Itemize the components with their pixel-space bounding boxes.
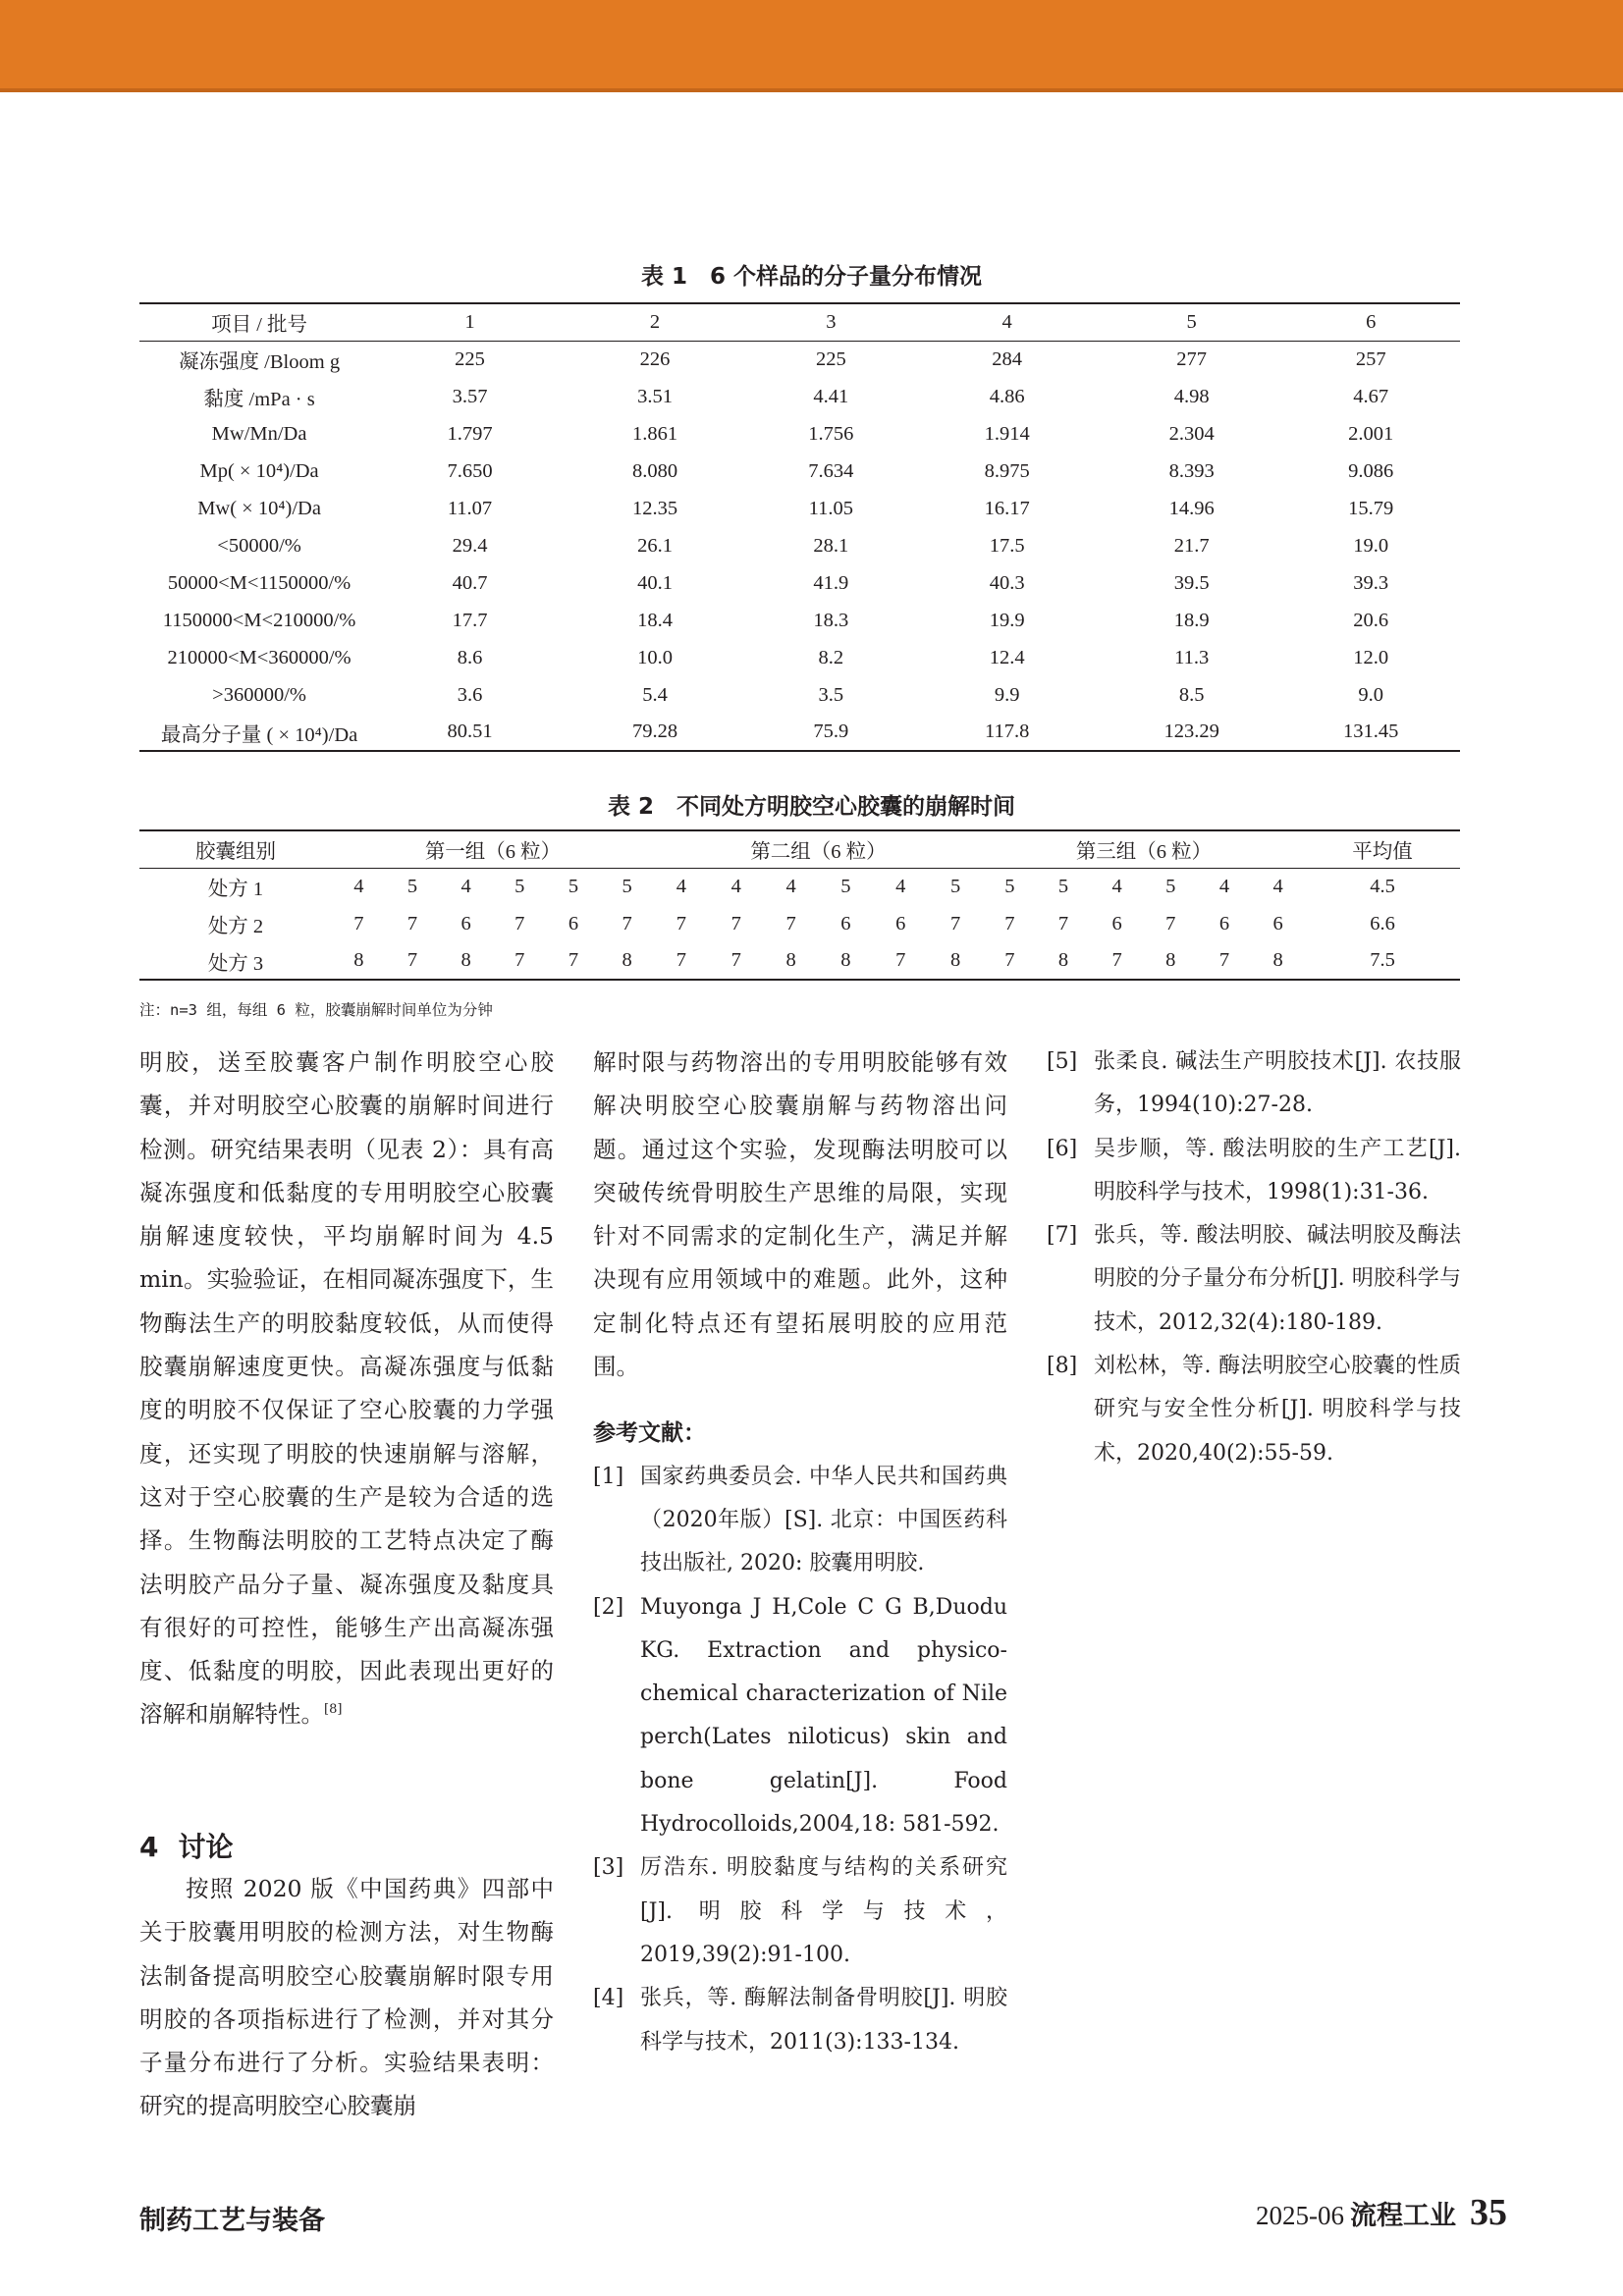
footer-section: 制药工艺与装备	[139, 2206, 325, 2236]
section-number: 4	[139, 1831, 159, 1863]
table1-header-row	[139, 303, 1460, 341]
table2-header-cell: 胶囊组别	[139, 830, 332, 868]
table-cell: 8	[928, 942, 983, 980]
section-body	[139, 1867, 554, 2128]
table-cell: Mw( × 10⁴)/Da	[197, 497, 321, 519]
table-cell: 12.4	[989, 646, 1025, 668]
reference-text: 张兵，等. 酸法明胶、碱法明胶及酶法明胶的分子量分布分析[J]. 明胶科学与技术，2012,32(4):180-189.	[1094, 1223, 1461, 1335]
table-cell: 2.001	[1348, 422, 1394, 445]
table-cell: 28.1	[813, 534, 849, 557]
header-bar	[0, 0, 1623, 92]
table-cell: 3.5	[818, 683, 844, 706]
table-cell: 4	[1272, 875, 1283, 897]
reference-text: 刘松林，等. 酶法明胶空心胶囊的性质研究与安全性分析[J]. 明胶科学与技术，2020,40(2):55-59.	[1094, 1354, 1461, 1466]
footer-magazine: 流程工业	[1350, 2201, 1456, 2230]
table-cell: 17.5	[989, 534, 1025, 557]
table-row	[139, 490, 1460, 527]
table-cell: 4	[1218, 875, 1230, 897]
table-cell: 5	[622, 875, 632, 897]
table-cell: 黏度 /mPa · s	[203, 389, 315, 410]
table-cell: 4.98	[1173, 385, 1210, 407]
table-cell: 7	[493, 942, 547, 980]
table-cell: 6	[568, 912, 579, 934]
table-cell: 75.9	[749, 714, 912, 751]
table-row	[139, 564, 1460, 602]
section-paragraph: 按照 2020 版《中国药典》四部中关于胶囊用明胶的检测方法，对生物酶法制备提高明胶空心胶囊崩解时限专用明胶的各项指标进行了检测，并对其分子量分布进行了分析。实验结果表明：研究的提高明胶空心胶囊崩	[139, 1875, 554, 2120]
table-cell: 最高分子量 ( × 10⁴)/Da	[139, 714, 379, 751]
table-cell: 19.9	[989, 609, 1025, 631]
table-cell: 123.29	[1102, 714, 1282, 751]
table-cell: 4	[730, 875, 741, 897]
table1-header-cell: 1	[379, 303, 561, 341]
table-cell: 7	[654, 942, 709, 980]
table-cell: 9.0	[1358, 683, 1384, 706]
reference-item	[593, 1456, 1007, 1586]
table-cell: 41.9	[813, 571, 849, 594]
table-cell: 7	[386, 942, 440, 980]
table-cell: 8	[439, 942, 493, 980]
table-row	[139, 453, 1460, 490]
reference-text: 厉浩东. 明胶黏度与结构的关系研究[J]. 明胶科学与技术，2019,39(2):91-100.	[640, 1855, 1007, 1967]
table-cell: 4.41	[813, 385, 849, 407]
table-cell: 19.0	[1353, 534, 1389, 557]
average-cell: 4.5	[1370, 875, 1395, 897]
table-cell: 6	[1111, 912, 1122, 934]
table-cell: 7	[1165, 912, 1176, 934]
table-cell: 26.1	[637, 534, 673, 557]
table-cell: 8.080	[631, 459, 678, 482]
table-cell: Mw/Mn/Da	[211, 422, 307, 445]
reference-text: 国家药典委员会. 中华人民共和国药典（2020年版）[S]. 北京：中国医药科技出版社, 2020: 胶囊用明胶.	[640, 1464, 1007, 1576]
body-paragraph: 明胶，送至胶囊客户制作明胶空心胶囊，并对明胶空心胶囊的崩解时间进行检测。研究结果表明（见表 2）：具有高凝冻强度和低黏度的专用明胶空心胶囊崩解速度较快，平均崩解时间为 4.5 min。实验验证，在相同凝冻强度下，生物酶法生产的明胶黏度较低，从而使得胶囊崩解速度更快。高凝冻强度与低黏度的明胶不仅保证了空心胶囊的力学强度，还实现了明胶的快速崩解与溶解，这对于空心胶囊的生产是较为合适的选择。生物酶法明胶的工艺特点决定了酶法明胶产品分子量、凝冻强度及黏度具有很好的可控性，能够生产出高凝冻强度、低黏度的明胶，因此表现出更好的溶解和崩解特性。	[139, 1048, 554, 1729]
references-list	[593, 1456, 1007, 2064]
table1-header-cell: 3	[749, 303, 912, 341]
table-cell: 39.5	[1173, 571, 1210, 594]
table-cell: 226	[639, 347, 671, 370]
table-cell: 7	[514, 912, 525, 934]
table2-header-cell: 第三组（6 粒）	[983, 830, 1305, 868]
table-cell: 40.1	[637, 571, 673, 594]
table-cell: 5	[1165, 875, 1176, 897]
table-cell: 8.5	[1178, 683, 1205, 706]
table-row	[139, 868, 1460, 905]
reference-text: 吴步顺，等. 酸法明胶的生产工艺[J]. 明胶科学与技术，1998(1):31-36.	[1094, 1136, 1461, 1204]
table-cell: 277	[1176, 347, 1208, 370]
table-row	[139, 639, 1460, 676]
table-cell: 15.79	[1348, 497, 1394, 519]
table-cell: 257	[1355, 347, 1386, 370]
table-cell: 210000<M<360000/%	[167, 646, 352, 668]
table-cell: 7	[949, 912, 961, 934]
table-cell: 7	[406, 912, 418, 934]
table-cell: 6	[460, 912, 471, 934]
citation: [8]	[324, 1702, 343, 1718]
body-paragraph: 解时限与药物溶出的专用明胶能够有效解决明胶空心胶囊崩解与药物溶出问题。通过这个实验，发现酶法明胶可以突破传统骨明胶生产思维的局限，实现针对不同需求的定制化生产，满足并解决现有应用领域中的难题。此外，这种定制化特点还有望拓展明胶的应用范围。	[593, 1048, 1007, 1381]
average-cell: 6.6	[1370, 912, 1395, 934]
reference-number: [4]	[593, 1986, 624, 2011]
reference-number: [7]	[1047, 1223, 1078, 1249]
footer-issue: 2025-06	[1256, 2201, 1344, 2230]
row-label: 处方 2	[207, 916, 264, 937]
table-cell: 29.4	[452, 534, 488, 557]
table-cell: 4	[785, 875, 796, 897]
table-cell: 11.3	[1174, 646, 1210, 668]
table-cell: 6	[1218, 912, 1230, 934]
row-label: 处方 3	[139, 942, 332, 980]
table-cell: 4.67	[1353, 385, 1389, 407]
table-cell: 16.17	[984, 497, 1030, 519]
table-cell: 18.9	[1173, 609, 1210, 631]
table-cell: >360000/%	[212, 683, 306, 706]
table-cell: 5	[840, 875, 851, 897]
table-cell: 7	[622, 912, 632, 934]
table-cell: 6	[895, 912, 906, 934]
table-cell: 8.975	[984, 459, 1030, 482]
table-cell: 9.9	[994, 683, 1020, 706]
table-cell: 8.393	[1168, 459, 1215, 482]
table-cell: 7	[1004, 912, 1015, 934]
table-cell: 50000<M<1150000/%	[167, 571, 352, 594]
table-cell: 7	[1090, 942, 1144, 980]
table1-header-cell: 6	[1281, 303, 1460, 341]
table-cell: 225	[455, 347, 485, 370]
reference-number: [5]	[1047, 1049, 1078, 1074]
table-row	[139, 527, 1460, 564]
table-cell: 8	[1037, 942, 1091, 980]
table-cell: 5	[568, 875, 579, 897]
table-cell: 3.51	[637, 385, 673, 407]
table-cell: 14.96	[1168, 497, 1215, 519]
table-cell: 4	[460, 875, 471, 897]
table-cell: 40.3	[989, 571, 1025, 594]
table-row	[139, 415, 1460, 453]
table1-header-cell: 项目 / 批号	[139, 303, 379, 341]
table-cell: 8.6	[457, 646, 483, 668]
table-cell: 4	[676, 875, 687, 897]
table1-caption: 表 1 6 个样品的分子量分布情况	[640, 264, 983, 290]
table-cell: 7.634	[808, 459, 854, 482]
table-cell: 20.6	[1353, 609, 1389, 631]
table-cell: 131.45	[1281, 714, 1460, 751]
table-cell: 40.7	[452, 571, 488, 594]
table-cell: 79.28	[561, 714, 749, 751]
reference-text: Muyonga J H,Cole C G B,Duodu KG. Extraction and physico-chemical characterization of Nile perch(Lates niloticus) skin and bone gelatin[J]. Food Hydrocolloids,2004,18: 581-592.	[640, 1594, 1007, 1838]
table-cell: 5	[406, 875, 418, 897]
table-cell: 4	[895, 875, 906, 897]
table-row	[139, 602, 1460, 639]
table-cell: 1.797	[447, 422, 493, 445]
table-cell: 12.35	[631, 497, 678, 519]
table-cell: 8	[818, 942, 873, 980]
table-cell: 8	[1144, 942, 1198, 980]
table-cell: 7	[730, 912, 741, 934]
table-row	[139, 676, 1460, 714]
footer-info	[1256, 2191, 1507, 2234]
table-cell: 8.2	[818, 646, 844, 668]
table-cell: 5	[1057, 875, 1069, 897]
table-cell: 7	[785, 912, 796, 934]
table-cell: 7	[547, 942, 601, 980]
table-cell: Mp( × 10⁴)/Da	[199, 459, 319, 482]
table2	[139, 829, 1460, 981]
table-cell: 7	[873, 942, 928, 980]
reference-item	[1047, 1214, 1461, 1345]
table-cell: 2.304	[1168, 422, 1215, 445]
table2-caption: 表 2 不同处方明胶空心胶囊的崩解时间	[607, 794, 1015, 820]
table-cell: 7.650	[447, 459, 493, 482]
reference-item	[593, 1586, 1007, 1847]
table-cell: 4.86	[989, 385, 1025, 407]
table-cell: 8	[332, 942, 386, 980]
table-cell: 1.861	[631, 422, 678, 445]
table1-header-cell: 4	[913, 303, 1102, 341]
table2-header-cell: 第二组（6 粒）	[654, 830, 983, 868]
table-cell: 17.7	[452, 609, 488, 631]
table-cell: 3.6	[457, 683, 483, 706]
table-cell: 39.3	[1353, 571, 1389, 594]
reference-item	[1047, 1128, 1461, 1215]
references-heading: 参考文献：	[593, 1420, 706, 1447]
table1-header-cell: 2	[561, 303, 749, 341]
table-cell: 12.0	[1353, 646, 1389, 668]
table-cell: 6	[840, 912, 851, 934]
table-cell: 5	[1004, 875, 1015, 897]
average-cell: 7.5	[1305, 942, 1460, 980]
table-cell: 1.914	[984, 422, 1030, 445]
table1-header-cell: 5	[1102, 303, 1282, 341]
reference-text: 张柔良. 碱法生产明胶技术[J]. 农技服务，1994(10):27-28.	[1094, 1049, 1461, 1118]
table-cell: 1.756	[808, 422, 854, 445]
table-cell: 117.8	[913, 714, 1102, 751]
reference-number: [8]	[1047, 1354, 1078, 1379]
table-cell: 8	[1251, 942, 1305, 980]
table-row	[139, 378, 1460, 415]
table1	[139, 302, 1460, 752]
table-row	[139, 714, 1460, 751]
table-cell: 凝冻强度 /Bloom g	[179, 351, 341, 374]
table-cell: 5	[514, 875, 525, 897]
table-cell: 5	[949, 875, 961, 897]
table-cell: 80.51	[379, 714, 561, 751]
table-cell: 11.07	[447, 497, 493, 519]
table-row	[139, 341, 1460, 378]
table-cell: 7	[983, 942, 1037, 980]
body-column-3	[1047, 1041, 1461, 1475]
reference-number: [6]	[1047, 1136, 1078, 1161]
body-column-1	[139, 1041, 554, 1736]
table-cell: 8	[600, 942, 654, 980]
table-cell: 7	[709, 942, 764, 980]
table2-note: 注：n=3 组，每组 6 粒，胶囊崩解时间单位为分钟	[139, 1001, 493, 1019]
body-column-2	[593, 1041, 1007, 2064]
table2-header-cell: 第一组（6 粒）	[332, 830, 654, 868]
table-cell: 1150000<M<210000/%	[162, 609, 356, 631]
table-cell: 5.4	[642, 683, 668, 706]
table-cell: 284	[992, 347, 1023, 370]
table-cell: 9.086	[1348, 459, 1394, 482]
table-cell: 3.57	[452, 385, 488, 407]
reference-item	[1047, 1041, 1461, 1128]
reference-text: 张兵，等. 酶解法制备骨明胶[J]. 明胶科学与技术，2011(3):133-134.	[640, 1986, 1007, 2055]
reference-number: [2]	[593, 1594, 624, 1620]
table-cell: 6	[1272, 912, 1283, 934]
table2-header-cell: 平均值	[1305, 830, 1460, 868]
reference-number: [3]	[593, 1855, 624, 1881]
section-title: 讨论	[178, 1831, 234, 1863]
table-cell: 4	[1111, 875, 1122, 897]
table-cell: 7	[353, 912, 364, 934]
table2-header-row	[139, 830, 1460, 868]
reference-item	[1047, 1345, 1461, 1475]
references-list	[1047, 1041, 1461, 1475]
table-row	[139, 942, 1460, 980]
page-number: 35	[1470, 2192, 1507, 2233]
row-label: 处方 1	[207, 879, 264, 901]
table-cell: 7	[1198, 942, 1252, 980]
reference-item	[593, 1846, 1007, 1977]
section-heading	[139, 1826, 253, 1865]
reference-number: [1]	[593, 1464, 624, 1489]
reference-item	[593, 1977, 1007, 2064]
table-cell: 7	[676, 912, 687, 934]
table-row	[139, 905, 1460, 942]
table-cell: 7	[1057, 912, 1069, 934]
table-cell: 18.4	[637, 609, 673, 631]
table-cell: 8	[764, 942, 819, 980]
table-cell: 11.05	[808, 497, 854, 519]
table-cell: 21.7	[1173, 534, 1210, 557]
table-cell: 4	[353, 875, 364, 897]
table-cell: <50000/%	[217, 534, 301, 557]
table-cell: 10.0	[637, 646, 673, 668]
table-cell: 225	[815, 347, 846, 370]
table-cell: 18.3	[813, 609, 849, 631]
